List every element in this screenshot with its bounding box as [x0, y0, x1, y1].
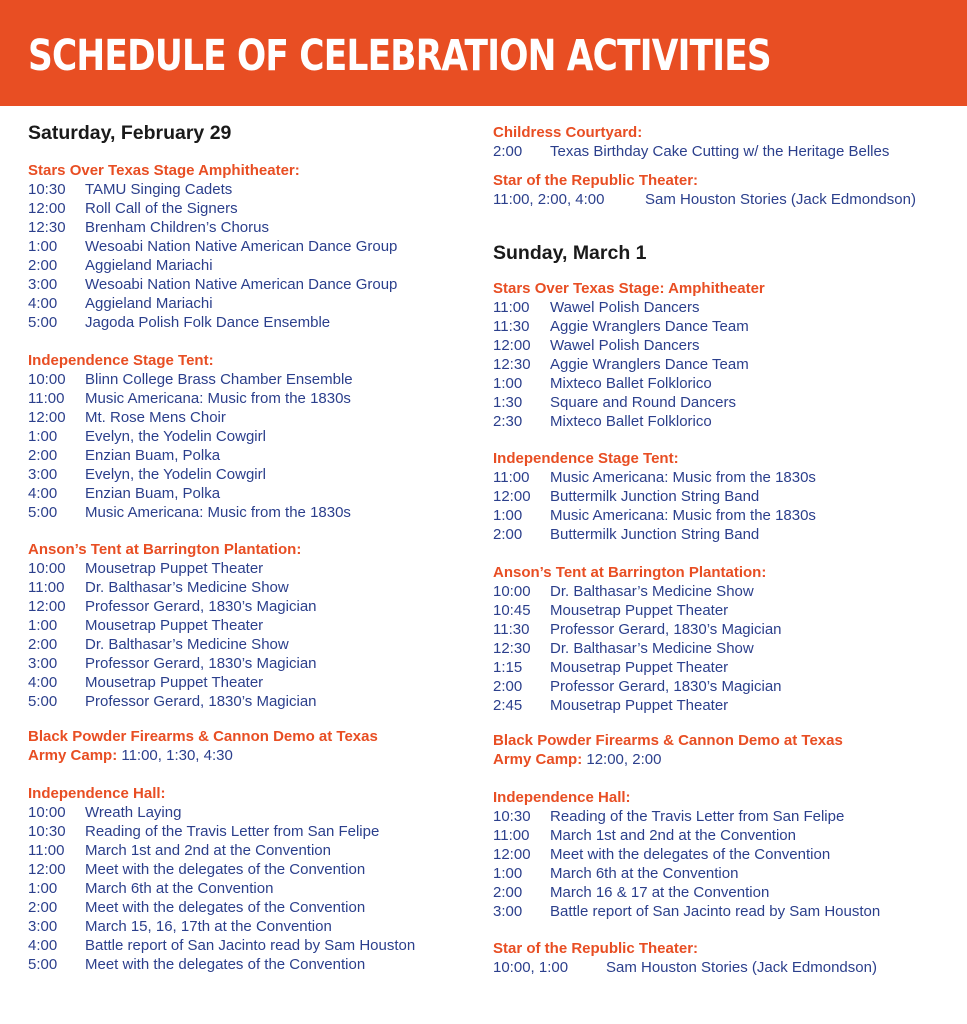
event-name: Texas Birthday Cake Cutting w/ the Heritage Belles [550, 143, 890, 160]
section-heading: Stars Over Texas Stage: Amphitheater [493, 280, 765, 297]
schedule-row [28, 803, 468, 822]
event-time: 3:00 [493, 903, 523, 920]
schedule-list [493, 582, 963, 715]
schedule-row [28, 955, 468, 974]
event-name: TAMU Singing Cadets [85, 181, 233, 198]
sun-independence-tent-section [493, 449, 963, 544]
event-name: Mixteco Ballet Folklorico [550, 375, 712, 392]
schedule-row [493, 696, 963, 715]
event-name: Sam Houston Stories (Jack Edmondson) [645, 191, 916, 208]
event-name: Evelyn, the Yodelin Cowgirl [85, 428, 266, 445]
event-time: 10:30 [28, 181, 66, 198]
section-heading: Independence Hall: [493, 789, 631, 806]
event-time: 10:00 [28, 804, 66, 821]
section-heading: Independence Stage Tent: [28, 352, 214, 369]
schedule-row [28, 578, 468, 597]
schedule-row [493, 525, 963, 544]
event-time: 12:30 [493, 640, 531, 657]
event-time: 4:00 [28, 937, 58, 954]
event-time: 2:00 [493, 526, 523, 543]
schedule-row [493, 902, 963, 921]
schedule-row [28, 446, 468, 465]
event-name: Music Americana: Music from the 1830s [550, 507, 816, 524]
sun-star-theater-section [493, 939, 963, 977]
event-name: Enzian Buam, Polka [85, 447, 221, 464]
schedule-row [28, 822, 468, 841]
event-time: 12:30 [28, 219, 66, 236]
schedule-row [493, 506, 963, 525]
schedule-row [28, 597, 468, 616]
schedule-row [493, 639, 963, 658]
event-name: Dr. Balthasar’s Medicine Show [85, 579, 289, 596]
schedule-row [28, 917, 468, 936]
schedule-row [493, 582, 963, 601]
event-time: 12:00 [28, 409, 66, 426]
schedule-row [493, 393, 963, 412]
schedule-row [28, 879, 468, 898]
schedule-row [28, 484, 468, 503]
event-name: Mousetrap Puppet Theater [550, 602, 729, 619]
schedule-row [28, 389, 468, 408]
event-name: Aggie Wranglers Dance Team [550, 356, 749, 373]
event-name: Meet with the delegates of the Convention [85, 956, 366, 973]
event-time: 2:45 [493, 697, 523, 714]
army-camp-label: Army Camp: [28, 747, 118, 764]
event-time: 2:00 [493, 143, 523, 160]
section-heading: Star of the Republic Theater: [493, 172, 699, 189]
sun-ansons-tent-section [493, 563, 963, 715]
schedule-list [493, 298, 963, 431]
event-name: March 16 & 17 at the Convention [550, 884, 770, 901]
event-time: 3:00 [28, 655, 58, 672]
schedule-row [493, 190, 963, 209]
event-name: Music Americana: Music from the 1830s [85, 504, 351, 521]
event-name: Enzian Buam, Polka [85, 485, 221, 502]
event-time: 2:00 [493, 678, 523, 695]
event-name: Mousetrap Puppet Theater [85, 560, 264, 577]
schedule-list [28, 180, 468, 332]
event-time: 12:00 [493, 337, 531, 354]
schedule-list [493, 807, 963, 921]
event-name: Aggieland Mariachi [85, 257, 213, 274]
event-time: 2:00 [28, 447, 58, 464]
schedule-row [493, 142, 963, 161]
event-name: Sam Houston Stories (Jack Edmondson) [606, 959, 877, 976]
schedule-row [28, 503, 468, 522]
event-name: Buttermilk Junction String Band [550, 526, 760, 543]
sunday-heading: Sunday, March 1 [493, 242, 647, 264]
schedule-row [28, 408, 468, 427]
event-time: 10:00 [28, 371, 66, 388]
event-time: 12:00 [493, 846, 531, 863]
schedule-row [28, 616, 468, 635]
event-time: 1:15 [493, 659, 523, 676]
event-time: 1:00 [493, 507, 523, 524]
event-name: Evelyn, the Yodelin Cowgirl [85, 466, 266, 483]
event-time: 10:00 [28, 560, 66, 577]
schedule-list [28, 370, 468, 522]
schedule-row [28, 370, 468, 389]
event-time: 11:00 [28, 579, 65, 596]
schedule-row [493, 412, 963, 431]
event-name: Mt. Rose Mens Choir [85, 409, 226, 426]
event-name: Music Americana: Music from the 1830s [85, 390, 351, 407]
event-name: Brenham Children’s Chorus [85, 219, 269, 236]
event-name: Aggieland Mariachi [85, 295, 213, 312]
event-name: Meet with the delegates of the Convention [85, 899, 366, 916]
schedule-list [28, 559, 468, 711]
event-time: 1:00 [28, 428, 58, 445]
schedule-row [28, 635, 468, 654]
event-time: 2:00 [28, 899, 58, 916]
event-name: Dr. Balthasar’s Medicine Show [550, 640, 754, 657]
schedule-row [28, 199, 468, 218]
event-time: 3:00 [28, 276, 58, 293]
event-time: 11:30 [493, 318, 530, 335]
event-time: 11:00 [493, 469, 530, 486]
event-time: 12:00 [28, 598, 66, 615]
event-name: March 15, 16, 17th at the Convention [85, 918, 332, 935]
schedule-row [493, 620, 963, 639]
event-time: 1:00 [28, 238, 58, 255]
sun-stars-stage-section [493, 279, 963, 431]
event-time: 10:00, 1:00 [493, 959, 569, 976]
schedule-row [493, 658, 963, 677]
section-heading: Independence Stage Tent: [493, 450, 679, 467]
sat-independence-hall-section [28, 784, 468, 974]
schedule-row [28, 237, 468, 256]
event-name: Buttermilk Junction String Band [550, 488, 760, 505]
section-heading-line1: Black Powder Firearms & Cannon Demo at Texas [493, 732, 843, 749]
event-name: March 6th at the Convention [550, 865, 739, 882]
page-title: SCHEDULE OF CELEBRATION ACTIVITIES [28, 31, 771, 81]
event-time: 3:00 [28, 918, 58, 935]
event-time: 2:30 [493, 413, 523, 430]
schedule-row [28, 673, 468, 692]
event-name: Aggie Wranglers Dance Team [550, 318, 749, 335]
event-time: 1:00 [493, 865, 523, 882]
event-name: Professor Gerard, 1830’s Magician [85, 598, 317, 615]
sat-stars-stage-section [28, 161, 468, 332]
schedule-row [493, 864, 963, 883]
firearms-times: 11:00, 1:30, 4:30 [117, 747, 233, 764]
schedule-row [493, 317, 963, 336]
event-name: Mousetrap Puppet Theater [85, 617, 264, 634]
event-name: Professor Gerard, 1830’s Magician [550, 621, 782, 638]
event-name: Roll Call of the Signers [85, 200, 238, 217]
event-time: 11:00 [493, 827, 530, 844]
event-time: 1:00 [28, 880, 58, 897]
army-camp-label: Army Camp: [493, 751, 583, 768]
title-banner [0, 0, 967, 106]
event-time: 11:30 [493, 621, 530, 638]
schedule-row [493, 355, 963, 374]
event-time: 12:30 [493, 356, 531, 373]
schedule-row [28, 218, 468, 237]
event-name: Jagoda Polish Folk Dance Ensemble [85, 314, 331, 331]
event-time: 11:00 [28, 390, 65, 407]
schedule-row [28, 692, 468, 711]
event-name: Mixteco Ballet Folklorico [550, 413, 712, 430]
schedule-row [28, 936, 468, 955]
sat-firearms-section [28, 727, 468, 765]
sun-firearms-section [493, 731, 963, 769]
sat-independence-tent-section [28, 351, 468, 522]
schedule-row [493, 677, 963, 696]
section-heading: Stars Over Texas Stage Amphitheater: [28, 162, 300, 179]
schedule-row [28, 465, 468, 484]
schedule-list [493, 190, 963, 209]
schedule-row [28, 180, 468, 199]
event-name: Meet with the delegates of the Convention [85, 861, 366, 878]
schedule-row [28, 654, 468, 673]
section-heading: Childress Courtyard: [493, 124, 643, 141]
sat-star-theater-section [493, 171, 963, 209]
event-name: Mousetrap Puppet Theater [85, 674, 264, 691]
event-name: Music Americana: Music from the 1830s [550, 469, 816, 486]
event-time: 3:00 [28, 466, 58, 483]
schedule-list [493, 958, 963, 977]
schedule-row [493, 807, 963, 826]
event-name: Square and Round Dancers [550, 394, 736, 411]
sat-childress-section [493, 123, 963, 161]
event-time: 5:00 [28, 956, 58, 973]
schedule-row [493, 958, 963, 977]
event-time: 4:00 [28, 674, 58, 691]
schedule-row [493, 601, 963, 620]
schedule-row [28, 860, 468, 879]
schedule-row [493, 883, 963, 902]
sun-independence-hall-section [493, 788, 963, 921]
event-time: 10:00 [493, 583, 531, 600]
event-name: Dr. Balthasar’s Medicine Show [85, 636, 289, 653]
event-name: Wawel Polish Dancers [550, 299, 700, 316]
event-time: 1:00 [28, 617, 58, 634]
section-heading: Anson’s Tent at Barrington Plantation: [493, 564, 767, 581]
event-time: 11:00 [493, 299, 530, 316]
schedule-list [28, 803, 468, 974]
event-name: Mousetrap Puppet Theater [550, 697, 729, 714]
event-time: 10:30 [493, 808, 531, 825]
event-time: 10:30 [28, 823, 66, 840]
section-heading: Anson’s Tent at Barrington Plantation: [28, 541, 302, 558]
event-time: 2:00 [493, 884, 523, 901]
schedule-row [493, 336, 963, 355]
event-name: Meet with the delegates of the Convention [550, 846, 831, 863]
event-time: 5:00 [28, 693, 58, 710]
schedule-row [493, 298, 963, 317]
event-name: Mousetrap Puppet Theater [550, 659, 729, 676]
event-name: Professor Gerard, 1830’s Magician [85, 655, 317, 672]
section-heading-line2 [28, 746, 468, 765]
schedule-row [28, 294, 468, 313]
event-name: Reading of the Travis Letter from San Felipe [85, 823, 380, 840]
event-time: 2:00 [28, 636, 58, 653]
event-time: 4:00 [28, 485, 58, 502]
schedule-list [493, 142, 963, 161]
saturday-heading: Saturday, February 29 [28, 122, 232, 144]
event-name: Wreath Laying [85, 804, 182, 821]
schedule-row [28, 275, 468, 294]
schedule-row [493, 374, 963, 393]
event-name: Wawel Polish Dancers [550, 337, 700, 354]
event-time: 11:00 [28, 842, 65, 859]
schedule-row [493, 845, 963, 864]
event-time: 1:00 [493, 375, 523, 392]
event-name: Battle report of San Jacinto read by Sam Houston [85, 937, 416, 954]
event-name: March 1st and 2nd at the Convention [550, 827, 796, 844]
section-heading-line2 [493, 750, 963, 769]
event-time: 10:45 [493, 602, 531, 619]
schedule-row [493, 487, 963, 506]
event-name: March 1st and 2nd at the Convention [85, 842, 331, 859]
event-name: Blinn College Brass Chamber Ensemble [85, 371, 353, 388]
sat-ansons-tent-section [28, 540, 468, 711]
schedule-row [28, 427, 468, 446]
event-time: 1:30 [493, 394, 523, 411]
event-name: Wesoabi Nation Native American Dance Group [85, 238, 398, 255]
event-time: 2:00 [28, 257, 58, 274]
event-name: Professor Gerard, 1830’s Magician [85, 693, 317, 710]
schedule-row [28, 559, 468, 578]
event-name: Dr. Balthasar’s Medicine Show [550, 583, 754, 600]
event-time: 12:00 [28, 861, 66, 878]
section-heading-line1: Black Powder Firearms & Cannon Demo at Texas [28, 728, 378, 745]
event-time: 12:00 [493, 488, 531, 505]
schedule-row [493, 468, 963, 487]
event-time: 5:00 [28, 314, 58, 331]
schedule-list [493, 468, 963, 544]
event-name: Wesoabi Nation Native American Dance Group [85, 276, 398, 293]
firearms-times: 12:00, 2:00 [582, 751, 662, 768]
event-name: Battle report of San Jacinto read by Sam Houston [550, 903, 881, 920]
event-time: 4:00 [28, 295, 58, 312]
event-time: 5:00 [28, 504, 58, 521]
section-heading: Independence Hall: [28, 785, 166, 802]
schedule-row [28, 313, 468, 332]
event-time: 11:00, 2:00, 4:00 [493, 191, 605, 208]
event-name: March 6th at the Convention [85, 880, 274, 897]
schedule-row [28, 256, 468, 275]
schedule-row [28, 898, 468, 917]
schedule-row [493, 826, 963, 845]
schedule-row [28, 841, 468, 860]
section-heading: Star of the Republic Theater: [493, 940, 699, 957]
event-name: Professor Gerard, 1830’s Magician [550, 678, 782, 695]
event-time: 12:00 [28, 200, 66, 217]
event-name: Reading of the Travis Letter from San Felipe [550, 808, 845, 825]
